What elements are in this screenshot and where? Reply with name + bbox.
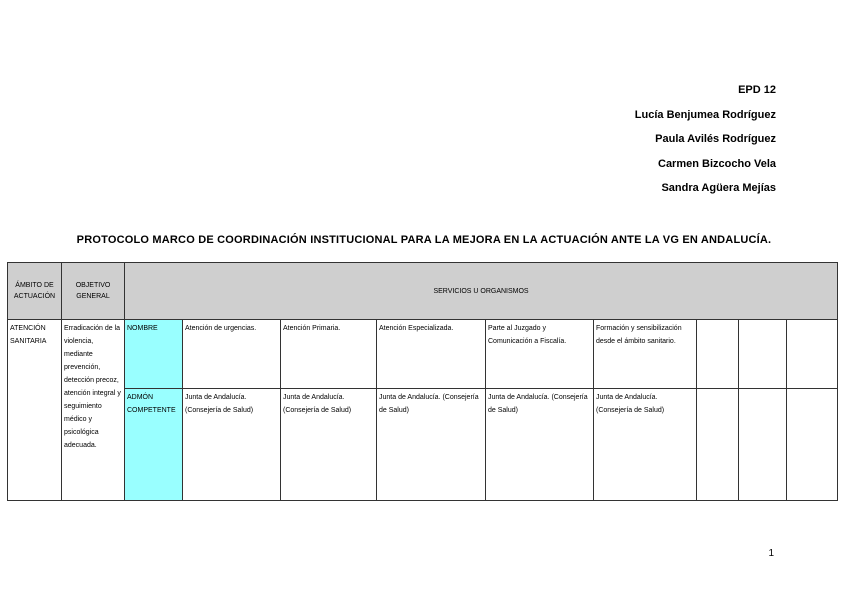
row-label-competente: ADMÓN COMPETENTE [125,389,183,501]
competente-cell: Junta de Andalucía. (Consejería de Salud) [377,389,486,501]
competente-cell: Junta de Andalucía. (Consejería de Salud) [594,389,697,501]
table-header-row [8,263,838,320]
author-name: Carmen Bizcocho Vela [658,157,776,170]
empty-cell [697,320,739,389]
competente-cell: Junta de Andalucía. (Consejería de Salud) [183,389,281,501]
author-name: Paula Avilés Rodríguez [655,133,776,145]
protocol-table [7,262,838,501]
table-row [8,389,838,501]
nombre-cell: Atención Primaria. [281,320,377,389]
objetivo-cell: Erradicación de la violencia, mediante prevención, detección precoz, atención integral y seguimiento médico y psicológica adecuada. [62,320,125,501]
row-label-nombre: NOMBRE [125,320,183,389]
empty-cell [697,389,739,501]
empty-cell [739,320,787,389]
ambito-cell: ATENCIÓN SANITARIA [8,320,62,501]
nombre-cell: Formación y sensibilización desde el ámbito sanitario. [594,320,697,389]
header-services: SERVICIOS U ORGANISMOS [125,263,838,320]
author-block [635,82,776,205]
empty-cell [787,320,838,389]
table-row [8,320,838,389]
nombre-cell: Atención Especializada. [377,320,486,389]
epd-label: EPD 12 [738,84,776,96]
empty-cell [739,389,787,501]
competente-cell: Junta de Andalucía. (Consejería de Salud) [281,389,377,501]
nombre-cell: Atención de urgencias. [183,320,281,389]
nombre-cell: Parte al Juzgado y Comunicación a Fiscalía. [486,320,594,389]
empty-cell [787,389,838,501]
header-ambito: ÁMBITO DE ACTUACIÓN [8,263,62,320]
header-objetivo: OBJETIVO GENERAL [62,263,125,320]
document-title: PROTOCOLO MARCO DE COORDINACIÓN INSTITUCIONAL PARA LA MEJORA EN LA ACTUACIÓN ANTE LA VG EN ANDALUCÍA. [76,234,772,246]
author-name: Sandra Agüera Mejías [661,182,776,194]
page-number: 1 [768,548,774,559]
author-name: Lucía Benjumea Rodríguez [634,108,776,121]
competente-cell: Junta de Andalucía. (Consejería de Salud) [486,389,594,501]
